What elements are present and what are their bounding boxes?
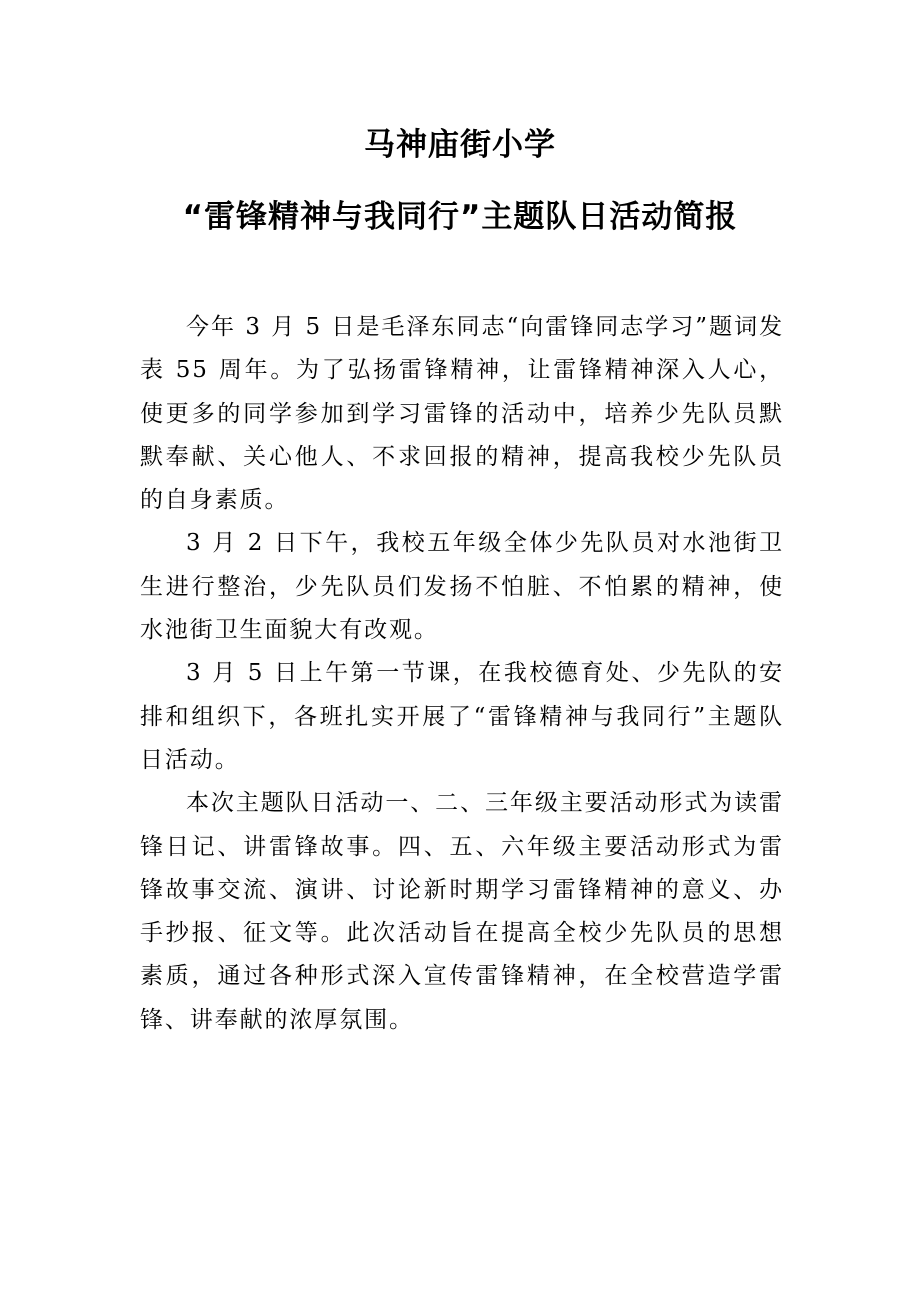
report-title: “雷锋精神与我同行”主题队日活动简报	[182, 199, 738, 235]
school-title: 马神庙街小学	[364, 127, 556, 163]
title-block	[0, 125, 920, 237]
report-body	[140, 306, 784, 1042]
paragraph-street-cleanup: 3 月 2 日下午，我校五年级全体少先队员对水池街卫生进行整治，少先队员们发扬不怕脏、不怕累的精神，使水池街卫生面貌大有改观。	[140, 530, 784, 644]
paragraph-intro: 今年 3 月 5 日是毛泽东同志“向雷锋同志学习”题词发表 55 周年。为了弘扬雷锋精神，让雷锋精神深入人心，使更多的同学参加到学习雷锋的活动中，培养少先队员默默奉献、关心他人、不求回报的精神，提高我校少先队员的自身素质。	[140, 314, 784, 514]
paragraph-activity-forms: 本次主题队日活动一、二、三年级主要活动形式为读雷锋日记、讲雷锋故事。四、五、六年级主要活动形式为雷锋故事交流、演讲、讨论新时期学习雷锋精神的意义、办手抄报、征文等。此次活动旨在提高全校少先队员的思想素质，通过各种形式深入宣传雷锋精神，在全校营造学雷锋、讲奉献的浓厚氛围。	[140, 790, 784, 1033]
paragraph-class-activity: 3 月 5 日上午第一节课，在我校德育处、少先队的安排和组织下，各班扎实开展了“雷锋精神与我同行”主题队日活动。	[140, 660, 784, 773]
